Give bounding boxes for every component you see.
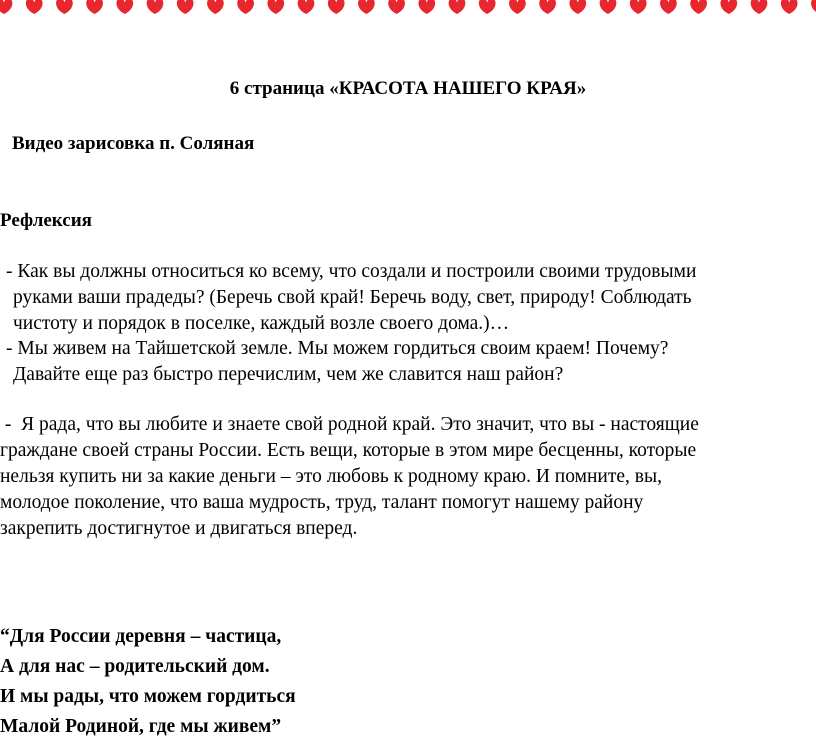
heart-icon [539,0,556,14]
heart-icon [207,0,224,14]
heart-icon [26,0,43,14]
subtitle: Видео зарисовка п. Соляная [12,133,255,154]
heart-icon [177,0,194,14]
heart-icon [358,0,375,14]
dash: - [6,261,13,282]
final-paragraph [0,412,812,542]
dash: - [6,338,13,359]
question-2 [6,336,812,388]
heart-icon [418,0,435,14]
final-line: граждане своей страны России. Есть вещи, которые в этом мире бесценны, которые [0,440,697,461]
question-1-line: руками ваши прадеды? (Беречь свой край! Беречь воду, свет, природу! Соблюдать [13,287,692,308]
heart-icon [720,0,737,14]
question-1-line: чистоту и порядок в поселке, каждый возле своего дома.)… [13,313,510,334]
final-line: молодое поколение, что ваша мудрость, труд, талант помогут нашему району [0,492,644,513]
heart-icon [449,0,466,14]
heart-icon [0,0,12,14]
heart-icon [147,0,164,14]
poem-line: “Для России деревня – частица, [0,626,282,647]
heart-icon [811,0,816,14]
heart-icon [781,0,798,14]
heart-icon [86,0,103,14]
poem [0,622,296,742]
heart-icon [509,0,526,14]
heart-icon [237,0,254,14]
heart-icon [690,0,707,14]
heart-icon [267,0,284,14]
poem-line: Малой Родиной, где мы живем” [0,716,282,737]
page-title: 6 страница «КРАСОТА НАШЕГО КРАЯ» [229,78,587,99]
final-line: - Я рада, что вы любите и знаете свой родной край. Это значит, что вы - настоящие [0,414,699,435]
question-1-line-text: Как вы должны относиться ко всему, что создали и построили своими трудовыми [17,261,697,282]
heart-icon [56,0,73,14]
heart-icon [569,0,586,14]
heart-icon [751,0,768,14]
heart-icon [660,0,677,14]
heart-border-svg [0,0,816,18]
heart-icon [328,0,345,14]
question-1-line [6,259,812,285]
final-line: нельзя купить ни за какие деньги – это любовь к родному краю. И помните, вы, [0,466,662,487]
heart-icon [600,0,617,14]
question-2-line-text: Мы живем на Тайшетской земле. Мы можем гордиться своим краем! Почему? [17,338,669,359]
final-line: закрепить достигнутое и двигаться вперед. [0,518,358,539]
heart-icon [630,0,647,14]
poem-line: А для нас – родительский дом. [0,656,270,677]
poem-line: И мы рады, что можем гордиться [0,686,296,707]
heart-icon [388,0,405,14]
question-1 [6,259,812,337]
heart-icon [479,0,496,14]
heart-border [0,0,816,18]
heart-icon [298,0,315,14]
question-2-line: Давайте еще раз быстро перечислим, чем же славится наш район? [13,364,564,385]
reflection-heading: Рефлексия [0,210,92,231]
heart-icon [116,0,133,14]
question-2-line [6,336,812,362]
